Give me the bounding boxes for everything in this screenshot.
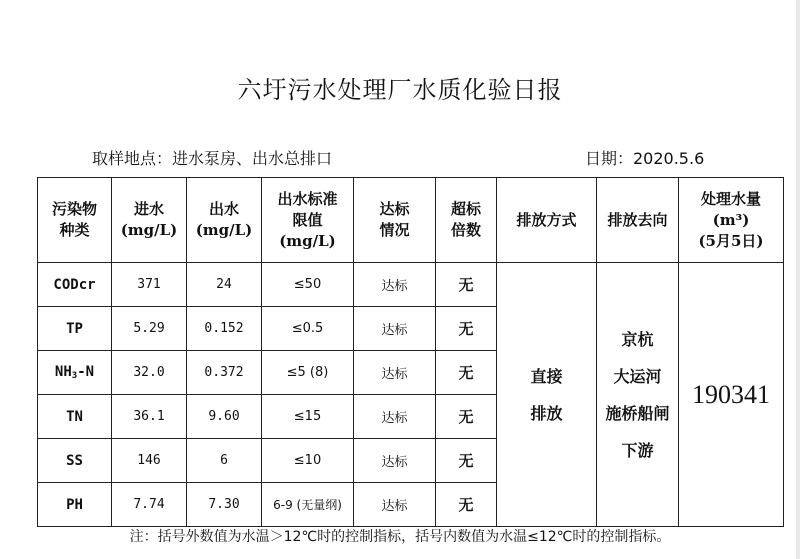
table-header-row	[38, 178, 784, 263]
influent-value: 371	[112, 263, 187, 307]
influent-value: 5.29	[112, 307, 187, 351]
header-compliance: 达标 情况	[354, 178, 436, 263]
header-discharge-method: 排放方式	[497, 178, 597, 263]
exceed-multiple: 无	[436, 351, 497, 395]
limit-value: ≤0.5	[262, 307, 354, 351]
header-effluent: 出水 (mg/L)	[187, 178, 262, 263]
discharge-destination-cell: 京杭 大运河 施桥船闸 下游	[597, 263, 679, 527]
effluent-value: 7.30	[187, 483, 262, 527]
compliance-status: 达标	[354, 395, 436, 439]
header-influent: 进水 (mg/L)	[112, 178, 187, 263]
influent-value: 146	[112, 439, 187, 483]
exceed-multiple: 无	[436, 483, 497, 527]
water-quality-table	[37, 177, 784, 527]
effluent-value: 9.60	[187, 395, 262, 439]
compliance-status: 达标	[354, 483, 436, 527]
influent-value: 36.1	[112, 395, 187, 439]
footnote: 注：括号外数值为水温＞12℃时的控制指标，括号内数值为水温≤12℃时的控制指标。	[129, 529, 671, 545]
exceed-multiple: 无	[436, 395, 497, 439]
effluent-value: 0.152	[187, 307, 262, 351]
compliance-status: 达标	[354, 263, 436, 307]
effluent-value: 6	[187, 439, 262, 483]
report-title: 六圩污水处理厂水质化验日报	[237, 76, 563, 104]
table-row	[38, 263, 784, 307]
pollutant-name: $NH_3-N$	[38, 351, 112, 395]
header-limit: 出水标准 限值 (mg/L)	[262, 178, 354, 263]
limit-value: ≤10	[262, 439, 354, 483]
header-volume: 处理水量 (m³) (5月5日)	[679, 178, 784, 263]
treated-volume-value: 190341	[679, 263, 784, 527]
exceed-multiple: 无	[436, 307, 497, 351]
limit-value: ≤5 (8)	[262, 351, 354, 395]
effluent-value: 0.372	[187, 351, 262, 395]
influent-value: 32.0	[112, 351, 187, 395]
exceed-multiple: 无	[436, 263, 497, 307]
pollutant-name: TP	[38, 307, 112, 351]
pollutant-name: SS	[38, 439, 112, 483]
limit-value: 6-9 (无量纲)	[262, 483, 354, 527]
exceed-multiple: 无	[436, 439, 497, 483]
limit-value: ≤50	[262, 263, 354, 307]
limit-value: ≤15	[262, 395, 354, 439]
influent-value: 7.74	[112, 483, 187, 527]
header-pollutant: 污染物 种类	[38, 178, 112, 263]
header-exceed: 超标 倍数	[436, 178, 497, 263]
pollutant-name: CODcr	[38, 263, 112, 307]
report-date: 日期：2020.5.6	[585, 149, 705, 168]
sampling-location: 取样地点：进水泵房、出水总排口	[92, 149, 333, 168]
compliance-status: 达标	[354, 307, 436, 351]
compliance-status: 达标	[354, 439, 436, 483]
compliance-status: 达标	[354, 351, 436, 395]
pollutant-name: TN	[38, 395, 112, 439]
effluent-value: 24	[187, 263, 262, 307]
header-discharge-destination: 排放去向	[597, 178, 679, 263]
discharge-method-cell: 直接 排放	[497, 263, 597, 527]
pollutant-name: PH	[38, 483, 112, 527]
